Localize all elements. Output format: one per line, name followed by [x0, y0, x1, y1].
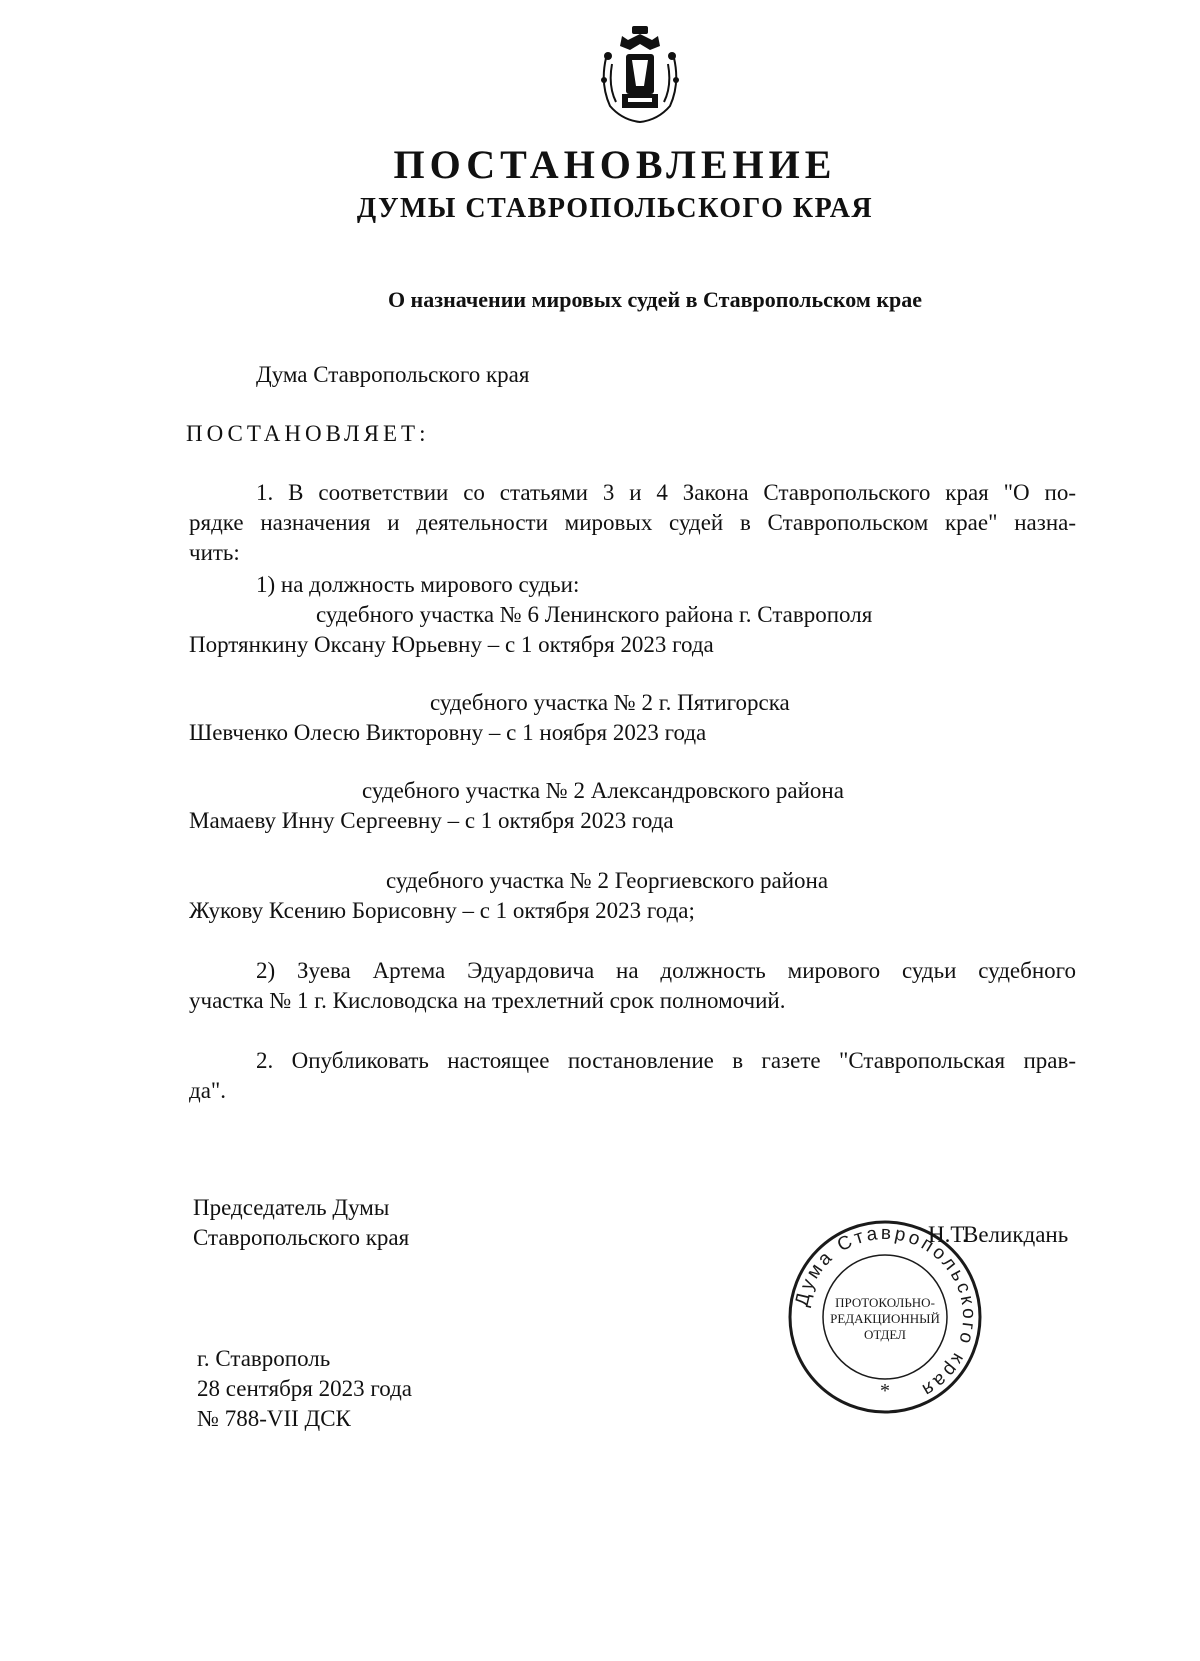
stamp-star: * — [880, 1380, 890, 1402]
item-1-line-1: 1. В соответствии со статьями 3 и 4 Закона Ставропольского края "О по- — [256, 480, 1076, 505]
item-2-line-2: да". — [189, 1078, 227, 1103]
appointment-district: судебного участка № 2 Георгиевского района — [386, 868, 829, 893]
document-number: № 788-VII ДСК — [197, 1406, 351, 1431]
adoption-date: 28 сентября 2023 года — [197, 1376, 412, 1401]
appointment-person: Жукову Ксению Борисовну – с 1 октября 2023 года; — [189, 898, 695, 923]
item-2-line-1: 2. Опубликовать настоящее постановление в газете "Ставропольская прав- — [256, 1048, 1076, 1073]
issuer-heading: ДУМЫ СТАВРОПОЛЬСКОГО КРАЯ — [356, 193, 874, 224]
document-type-heading: ПОСТАНОВЛЕНИЕ — [393, 142, 837, 187]
signatory-surname: Великдань — [963, 1222, 1069, 1247]
appointment-district: судебного участка № 2 г. Пятигорска — [430, 690, 790, 715]
signatory-initials: Н.Т. — [928, 1222, 968, 1247]
place-of-adoption: г. Ставрополь — [197, 1346, 331, 1371]
coat-of-arms-icon — [592, 24, 688, 124]
appointment-district: судебного участка № 6 Ленинского района г. Ставрополя — [316, 602, 873, 627]
subitem-2-line-1: 2) Зуева Артема Эдуардовича на должность мирового судьи судебного — [256, 958, 1076, 983]
appointment-person: Портянкину Оксану Юрьевну – с 1 октября 2023 года — [189, 632, 714, 657]
resolves-heading: ПОСТАНОВЛЯЕТ: — [186, 421, 430, 446]
preamble: Дума Ставропольского края — [256, 362, 530, 387]
document-subject: О назначении мировых судей в Ставропольском крае — [387, 287, 923, 312]
stamp-center-line-3: ОТДЕЛ — [864, 1327, 906, 1342]
stamp-center-line-1: ПРОТОКОЛЬНО- — [835, 1295, 935, 1310]
subitem-1-heading: 1) на должность мирового судьи: — [256, 572, 580, 597]
stamp-center-line-2: РЕДАКЦИОННЫЙ — [830, 1311, 940, 1326]
appointment-person: Мамаеву Инну Сергеевну – с 1 октября 2023 года — [189, 808, 674, 833]
subitem-2-line-2: участка № 1 г. Кисловодска на трехлетний срок полномочий. — [189, 988, 786, 1013]
item-1-line-2: рядке назначения и деятельности мировых судей в Ставропольском крае" назна- — [189, 510, 1076, 535]
item-1-line-3: чить: — [189, 540, 240, 565]
stamp-ring-text: Дума Ставропольского края — [791, 1222, 980, 1402]
appointment-district: судебного участка № 2 Александровского района — [362, 778, 844, 803]
signatory-position-line-2: Ставропольского края — [193, 1225, 410, 1250]
signatory-position-line-1: Председатель Думы — [193, 1195, 390, 1220]
appointment-person: Шевченко Олесю Викторовну – с 1 ноября 2023 года — [189, 720, 707, 745]
